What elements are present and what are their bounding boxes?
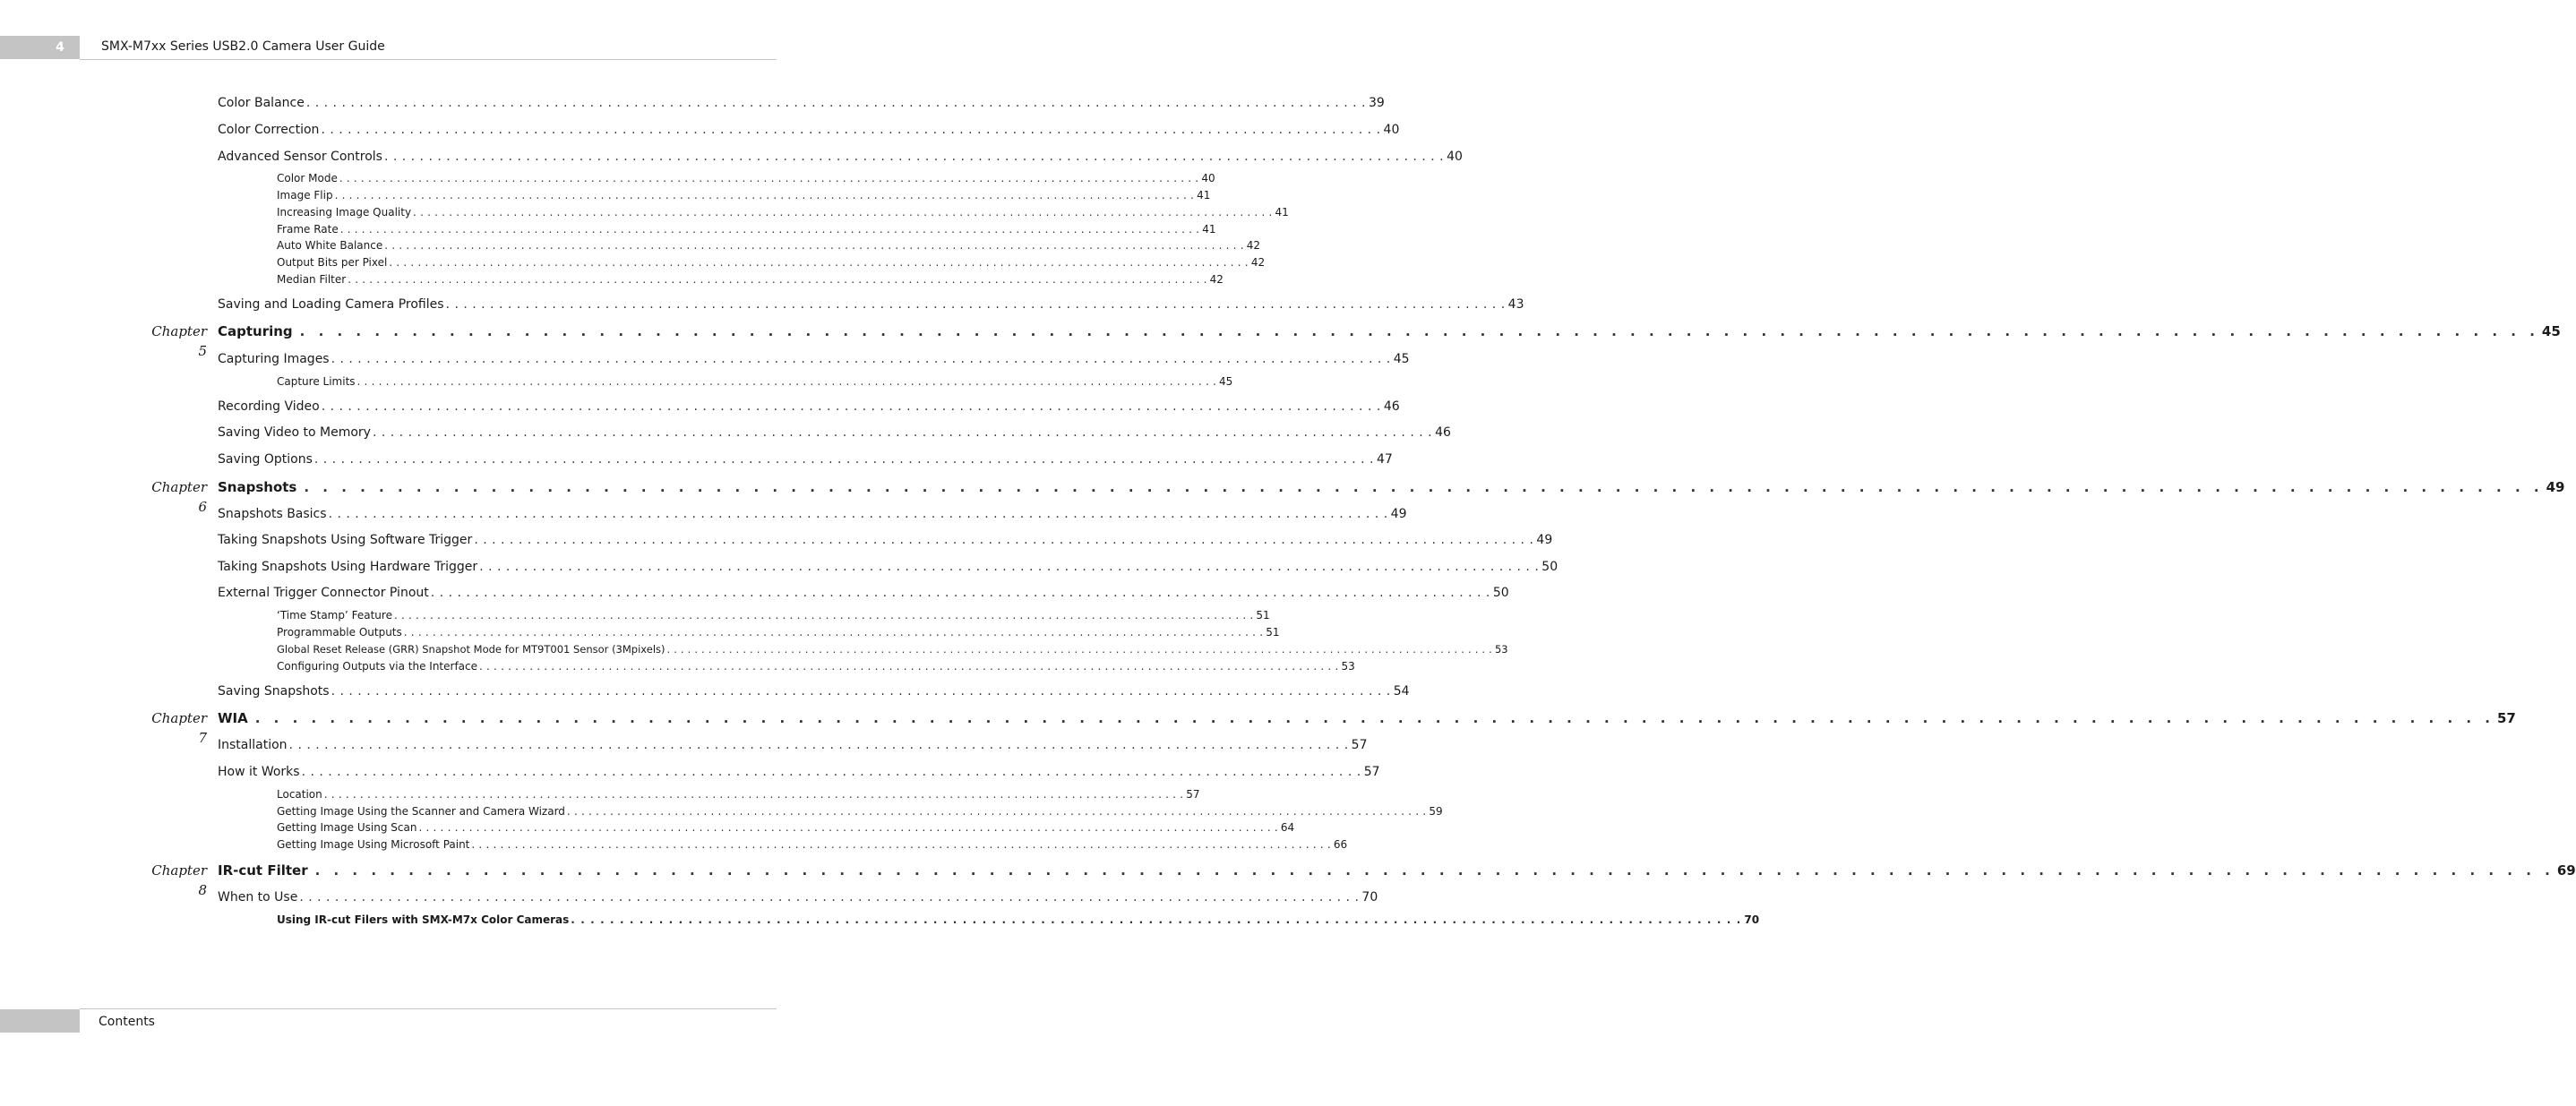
toc-entry[interactable]: Taking Snapshots Using Hardware Trigger . . . . . . . . . . . . . . . . . . . . . . . . . . . . . . . . . . . . . . . . . . . . . . . . . . . . . . . . . . . . . . . . . . . . . . . . . . . . . . . . . . . . . . . . . . . . . . . . . . . . . . . . . . . . . . . . . . . . . . . . 50 bbox=[218, 560, 1558, 574]
dot-leader: . . . . . . . . . . . . . . . . . . . . . . . . . . . . . . . . . . . . . . . . . . . . . . . . . . . . . . . . . . . . . . . . . . . . . . . . . . . . . . . . . . . . . . . . . . . . . . . . . . . . . . . . . . . . . . . . . . . . . . . . bbox=[321, 399, 1381, 414]
toc-chapter[interactable]: WIA . . . . . . . . . . . . . . . . . . . . . . . . . . . . . . . . . . . . . . . . . . . . . . . . . . . . . . . . . . . . . . . . . . . . . . . . . . . . . . . . . . . . . . . . . . . . . . . . . . . . . . . . . . . . . . . . . . . . . . . . 57 bbox=[218, 710, 2516, 726]
toc-entry[interactable]: Taking Snapshots Using Software Trigger . . . . . . . . . . . . . . . . . . . . . . . . . . . . . . . . . . . . . . . . . . . . . . . . . . . . . . . . . . . . . . . . . . . . . . . . . . . . . . . . . . . . . . . . . . . . . . . . . . . . . . . . . . . . . . . . . . . . . . . . 49 bbox=[218, 533, 1553, 547]
dot-leader: . . . . . . . . . . . . . . . . . . . . . . . . . . . . . . . . . . . . . . . . . . . . . . . . . . . . . . . . . . . . . . . . . . . . . . . . . . . . . . . . . . . . . . . . . . . . . . . . . . . . . . . . . . . . . . . . . . . . . . . . bbox=[323, 788, 1184, 801]
toc-subentry[interactable]: ‘Time Stamp’ Feature . . . . . . . . . . . . . . . . . . . . . . . . . . . . . . . . . . . . . . . . . . . . . . . . . . . . . . . . . . . . . . . . . . . . . . . . . . . . . . . . . . . . . . . . . . . . . . . . . . . . . . . . . . . . . . . . . . . . . . . . 51 bbox=[277, 609, 1270, 622]
dot-leader: . . . . . . . . . . . . . . . . . . . . . . . . . . . . . . . . . . . . . . . . . . . . . . . . . . . . . . . . . . . . . . . . . . . . . . . . . . . . . . . . . . . . . . . . . . . . . . . . . . . . . . . . . . . . . . . . . . . . . . . . bbox=[372, 425, 1433, 440]
dot-leader: . . . . . . . . . . . . . . . . . . . . . . . . . . . . . . . . . . . . . . . . . . . . . . . . . . . . . . . . . . . . . . . . . . . . . . . . . . . . . . . . . . . . . . . . . . . . . . . . . . . . . . . . . . . . . . . . . . . . . . . . bbox=[334, 189, 1195, 201]
dot-leader: . . . . . . . . . . . . . . . . . . . . . . . . . . . . . . . . . . . . . . . . . . . . . . . . . . . . . . . . . . . . . . . . . . . . . . . . . . . . . . . . . . . . . . . . . . . . . . . . . . . . . . . . . . . . . . . . . . . . . . . . bbox=[305, 96, 1366, 110]
footer-section-title: Contents bbox=[99, 1015, 155, 1029]
dot-leader: . . . . . . . . . . . . . . . . . . . . . . . . . . . . . . . . . . . . . . . . . . . . . . . . . . . . . . . . . . . . . . . . . . . . . . . . . . . . . . . . . . . . . . . . . . . . . . . . . . . . . . . . . . . . . . . . . . . . . . . . bbox=[389, 256, 1249, 269]
chapter-label: Chapter 8 bbox=[151, 862, 207, 898]
dot-leader: . . . . . . . . . . . . . . . . . . . . . . . . . . . . . . . . . . . . . . . . . . . . . . . . . . . . . . . . . . . . . . . . . . . . . . . . . . . . . . . . . . . . . . . . . . . . . . . . . . . . . . . . . . . . . . . . . . . . . . . . bbox=[314, 862, 2555, 879]
dot-leader: . . . . . . . . . . . . . . . . . . . . . . . . . . . . . . . . . . . . . . . . . . . . . . . . . . . . . . . . . . . . . . . . . . . . . . . . . . . . . . . . . . . . . . . . . . . . . . . . . . . . . . . . . . . . . . . . . . . . . . . . bbox=[471, 838, 1331, 851]
footer-box bbox=[0, 1009, 80, 1033]
dot-leader: . . . . . . . . . . . . . . . . . . . . . . . . . . . . . . . . . . . . . . . . . . . . . . . . . . . . . . . . . . . . . . . . . . . . . . . . . . . . . . . . . . . . . . . . . . . . . . . . . . . . . . . . . . . . . . . . . . . . . . . . bbox=[304, 479, 2544, 495]
toc-chapter[interactable]: IR-cut Filter . . . . . . . . . . . . . . . . . . . . . . . . . . . . . . . . . . . . . . . . . . . . . . . . . . . . . . . . . . . . . . . . . . . . . . . . . . . . . . . . . . . . . . . . . . . . . . . . . . . . . . . . . . . . . . . . . . . . . . . . 69 bbox=[218, 862, 2576, 879]
dot-leader: . . . . . . . . . . . . . . . . . . . . . . . . . . . . . . . . . . . . . . . . . . . . . . . . . . . . . . . . . . . . . . . . . . . . . . . . . . . . . . . . . . . . . . . . . . . . . . . . . . . . . . . . . . . . . . . . . . . . . . . . bbox=[393, 609, 1254, 622]
chapter-label: Chapter 5 bbox=[151, 323, 207, 359]
toc-chapter[interactable]: Snapshots . . . . . . . . . . . . . . . . . . . . . . . . . . . . . . . . . . . . . . . . . . . . . . . . . . . . . . . . . . . . . . . . . . . . . . . . . . . . . . . . . . . . . . . . . . . . . . . . . . . . . . . . . . . . . . . . . . . . . . . . 49 bbox=[218, 479, 2565, 495]
toc-subentry[interactable]: Capture Limits . . . . . . . . . . . . . . . . . . . . . . . . . . . . . . . . . . . . . . . . . . . . . . . . . . . . . . . . . . . . . . . . . . . . . . . . . . . . . . . . . . . . . . . . . . . . . . . . . . . . . . . . . . . . . . . . . . . . . . . . 45 bbox=[277, 375, 1233, 388]
toc-entry[interactable]: Color Balance . . . . . . . . . . . . . . . . . . . . . . . . . . . . . . . . . . . . . . . . . . . . . . . . . . . . . . . . . . . . . . . . . . . . . . . . . . . . . . . . . . . . . . . . . . . . . . . . . . . . . . . . . . . . . . . . . . . . . . . . 39 bbox=[218, 96, 1385, 110]
toc-entry[interactable]: Snapshots Basics . . . . . . . . . . . . . . . . . . . . . . . . . . . . . . . . . . . . . . . . . . . . . . . . . . . . . . . . . . . . . . . . . . . . . . . . . . . . . . . . . . . . . . . . . . . . . . . . . . . . . . . . . . . . . . . . . . . . . . . . 49 bbox=[218, 507, 1407, 521]
toc-subentry[interactable]: Image Flip . . . . . . . . . . . . . . . . . . . . . . . . . . . . . . . . . . . . . . . . . . . . . . . . . . . . . . . . . . . . . . . . . . . . . . . . . . . . . . . . . . . . . . . . . . . . . . . . . . . . . . . . . . . . . . . . . . . . . . . . 41 bbox=[277, 189, 1211, 201]
dot-leader: . . . . . . . . . . . . . . . . . . . . . . . . . . . . . . . . . . . . . . . . . . . . . . . . . . . . . . . . . . . . . . . . . . . . . . . . . . . . . . . . . . . . . . . . . . . . . . . . . . . . . . . . . . . . . . . . . . . . . . . . bbox=[383, 150, 1445, 164]
dot-leader: . . . . . . . . . . . . . . . . . . . . . . . . . . . . . . . . . . . . . . . . . . . . . . . . . . . . . . . . . . . . . . . . . . . . . . . . . . . . . . . . . . . . . . . . . . . . . . . . . . . . . . . . . . . . . . . . . . . . . . . . bbox=[331, 684, 1391, 699]
dot-leader: . . . . . . . . . . . . . . . . . . . . . . . . . . . . . . . . . . . . . . . . . . . . . . . . . . . . . . . . . . . . . . . . . . . . . . . . . . . . . . . . . . . . . . . . . . . . . . . . . . . . . . . . . . . . . . . . . . . . . . . . bbox=[571, 913, 1742, 926]
toc-subentry[interactable]: Getting Image Using Microsoft Paint . . . . . . . . . . . . . . . . . . . . . . . . . . . . . . . . . . . . . . . . . . . . . . . . . . . . . . . . . . . . . . . . . . . . . . . . . . . . . . . . . . . . . . . . . . . . . . . . . . . . . . . . . . . . . . . . . . . . . . . . 66 bbox=[277, 838, 1348, 851]
toc-subentry[interactable]: Configuring Outputs via the Interface . . . . . . . . . . . . . . . . . . . . . . . . . . . . . . . . . . . . . . . . . . . . . . . . . . . . . . . . . . . . . . . . . . . . . . . . . . . . . . . . . . . . . . . . . . . . . . . . . . . . . . . . . . . . . . . . . . . . . . . . 53 bbox=[277, 660, 1355, 673]
dot-leader: . . . . . . . . . . . . . . . . . . . . . . . . . . . . . . . . . . . . . . . . . . . . . . . . . . . . . . . . . . . . . . . . . . . . . . . . . . . . . . . . . . . . . . . . . . . . . . . . . . . . . . . . . . . . . . . . . . . . . . . . bbox=[430, 586, 1490, 600]
toc-subentry[interactable]: Median Filter . . . . . . . . . . . . . . . . . . . . . . . . . . . . . . . . . . . . . . . . . . . . . . . . . . . . . . . . . . . . . . . . . . . . . . . . . . . . . . . . . . . . . . . . . . . . . . . . . . . . . . . . . . . . . . . . . . . . . . . . 42 bbox=[277, 273, 1224, 286]
dot-leader: . . . . . . . . . . . . . . . . . . . . . . . . . . . . . . . . . . . . . . . . . . . . . . . . . . . . . . . . . . . . . . . . . . . . . . . . . . . . . . . . . . . . . . . . . . . . . . . . . . . . . . . . . . . . . . . . . . . . . . . . bbox=[331, 352, 1391, 366]
toc-subentry[interactable]: Output Bits per Pixel . . . . . . . . . . . . . . . . . . . . . . . . . . . . . . . . . . . . . . . . . . . . . . . . . . . . . . . . . . . . . . . . . . . . . . . . . . . . . . . . . . . . . . . . . . . . . . . . . . . . . . . . . . . . . . . . . . . . . . . . 42 bbox=[277, 256, 1266, 269]
toc-entry[interactable]: Installation . . . . . . . . . . . . . . . . . . . . . . . . . . . . . . . . . . . . . . . . . . . . . . . . . . . . . . . . . . . . . . . . . . . . . . . . . . . . . . . . . . . . . . . . . . . . . . . . . . . . . . . . . . . . . . . . . . . . . . . . 57 bbox=[218, 738, 1368, 752]
toc-entry[interactable]: Capturing Images . . . . . . . . . . . . . . . . . . . . . . . . . . . . . . . . . . . . . . . . . . . . . . . . . . . . . . . . . . . . . . . . . . . . . . . . . . . . . . . . . . . . . . . . . . . . . . . . . . . . . . . . . . . . . . . . . . . . . . . . 45 bbox=[218, 352, 1410, 366]
dot-leader: . . . . . . . . . . . . . . . . . . . . . . . . . . . . . . . . . . . . . . . . . . . . . . . . . . . . . . . . . . . . . . . . . . . . . . . . . . . . . . . . . . . . . . . . . . . . . . . . . . . . . . . . . . . . . . . . . . . . . . . . bbox=[666, 643, 1492, 656]
dot-leader: . . . . . . . . . . . . . . . . . . . . . . . . . . . . . . . . . . . . . . . . . . . . . . . . . . . . . . . . . . . . . . . . . . . . . . . . . . . . . . . . . . . . . . . . . . . . . . . . . . . . . . . . . . . . . . . . . . . . . . . . bbox=[348, 273, 1207, 286]
toc-subentry[interactable]: Frame Rate . . . . . . . . . . . . . . . . . . . . . . . . . . . . . . . . . . . . . . . . . . . . . . . . . . . . . . . . . . . . . . . . . . . . . . . . . . . . . . . . . . . . . . . . . . . . . . . . . . . . . . . . . . . . . . . . . . . . . . . . 41 bbox=[277, 223, 1216, 236]
dot-leader: . . . . . . . . . . . . . . . . . . . . . . . . . . . . . . . . . . . . . . . . . . . . . . . . . . . . . . . . . . . . . . . . . . . . . . . . . . . . . . . . . . . . . . . . . . . . . . . . . . . . . . . . . . . . . . . . . . . . . . . . bbox=[474, 533, 1534, 547]
chapter-label: Chapter 7 bbox=[151, 710, 207, 746]
dot-leader: . . . . . . . . . . . . . . . . . . . . . . . . . . . . . . . . . . . . . . . . . . . . . . . . . . . . . . . . . . . . . . . . . . . . . . . . . . . . . . . . . . . . . . . . . . . . . . . . . . . . . . . . . . . . . . . . . . . . . . . . bbox=[479, 660, 1339, 673]
footer-rule bbox=[80, 1008, 777, 1009]
toc-entry[interactable]: Advanced Sensor Controls . . . . . . . . . . . . . . . . . . . . . . . . . . . . . . . . . . . . . . . . . . . . . . . . . . . . . . . . . . . . . . . . . . . . . . . . . . . . . . . . . . . . . . . . . . . . . . . . . . . . . . . . . . . . . . . . . . . . . . . . 40 bbox=[218, 150, 1463, 164]
toc-subentry[interactable]: Increasing Image Quality . . . . . . . . . . . . . . . . . . . . . . . . . . . . . . . . . . . . . . . . . . . . . . . . . . . . . . . . . . . . . . . . . . . . . . . . . . . . . . . . . . . . . . . . . . . . . . . . . . . . . . . . . . . . . . . . . . . . . . . . 41 bbox=[277, 206, 1289, 219]
dot-leader: . . . . . . . . . . . . . . . . . . . . . . . . . . . . . . . . . . . . . . . . . . . . . . . . . . . . . . . . . . . . . . . . . . . . . . . . . . . . . . . . . . . . . . . . . . . . . . . . . . . . . . . . . . . . . . . . . . . . . . . . bbox=[418, 821, 1278, 834]
toc-subentry[interactable]: Auto White Balance . . . . . . . . . . . . . . . . . . . . . . . . . . . . . . . . . . . . . . . . . . . . . . . . . . . . . . . . . . . . . . . . . . . . . . . . . . . . . . . . . . . . . . . . . . . . . . . . . . . . . . . . . . . . . . . . . . . . . . . . 42 bbox=[277, 239, 1260, 252]
toc-subentry[interactable]: Location . . . . . . . . . . . . . . . . . . . . . . . . . . . . . . . . . . . . . . . . . . . . . . . . . . . . . . . . . . . . . . . . . . . . . . . . . . . . . . . . . . . . . . . . . . . . . . . . . . . . . . . . . . . . . . . . . . . . . . . . 57 bbox=[277, 788, 1200, 801]
dot-leader: . . . . . . . . . . . . . . . . . . . . . . . . . . . . . . . . . . . . . . . . . . . . . . . . . . . . . . . . . . . . . . . . . . . . . . . . . . . . . . . . . . . . . . . . . . . . . . . . . . . . . . . . . . . . . . . . . . . . . . . . bbox=[339, 223, 1200, 236]
toc-entry[interactable]: When to Use . . . . . . . . . . . . . . . . . . . . . . . . . . . . . . . . . . . . . . . . . . . . . . . . . . . . . . . . . . . . . . . . . . . . . . . . . . . . . . . . . . . . . . . . . . . . . . . . . . . . . . . . . . . . . . . . . . . . . . . . 70 bbox=[218, 890, 1378, 905]
dot-leader: . . . . . . . . . . . . . . . . . . . . . . . . . . . . . . . . . . . . . . . . . . . . . . . . . . . . . . . . . . . . . . . . . . . . . . . . . . . . . . . . . . . . . . . . . . . . . . . . . . . . . . . . . . . . . . . . . . . . . . . . bbox=[413, 206, 1273, 219]
dot-leader: . . . . . . . . . . . . . . . . . . . . . . . . . . . . . . . . . . . . . . . . . . . . . . . . . . . . . . . . . . . . . . . . . . . . . . . . . . . . . . . . . . . . . . . . . . . . . . . . . . . . . . . . . . . . . . . . . . . . . . . . bbox=[299, 323, 2539, 339]
toc-chapter[interactable]: Capturing . . . . . . . . . . . . . . . . . . . . . . . . . . . . . . . . . . . . . . . . . . . . . . . . . . . . . . . . . . . . . . . . . . . . . . . . . . . . . . . . . . . . . . . . . . . . . . . . . . . . . . . . . . . . . . . . . . . . . . . . 45 bbox=[218, 323, 2561, 339]
toc-subentry[interactable]: Getting Image Using the Scanner and Camera Wizard . . . . . . . . . . . . . . . . . . . . . . . . . . . . . . . . . . . . . . . . . . . . . . . . . . . . . . . . . . . . . . . . . . . . . . . . . . . . . . . . . . . . . . . . . . . . . . . . . . . . . . . . . . . . . . . . . . . . . . . . 59 bbox=[277, 805, 1443, 818]
toc-entry[interactable]: Saving Video to Memory . . . . . . . . . . . . . . . . . . . . . . . . . . . . . . . . . . . . . . . . . . . . . . . . . . . . . . . . . . . . . . . . . . . . . . . . . . . . . . . . . . . . . . . . . . . . . . . . . . . . . . . . . . . . . . . . . . . . . . . . 46 bbox=[218, 425, 1451, 440]
toc-entry[interactable]: Saving Snapshots . . . . . . . . . . . . . . . . . . . . . . . . . . . . . . . . . . . . . . . . . . . . . . . . . . . . . . . . . . . . . . . . . . . . . . . . . . . . . . . . . . . . . . . . . . . . . . . . . . . . . . . . . . . . . . . . . . . . . . . . 54 bbox=[218, 684, 1410, 699]
toc-entry[interactable]: Saving Options . . . . . . . . . . . . . . . . . . . . . . . . . . . . . . . . . . . . . . . . . . . . . . . . . . . . . . . . . . . . . . . . . . . . . . . . . . . . . . . . . . . . . . . . . . . . . . . . . . . . . . . . . . . . . . . . . . . . . . . . 47 bbox=[218, 452, 1393, 467]
dot-leader: . . . . . . . . . . . . . . . . . . . . . . . . . . . . . . . . . . . . . . . . . . . . . . . . . . . . . . . . . . . . . . . . . . . . . . . . . . . . . . . . . . . . . . . . . . . . . . . . . . . . . . . . . . . . . . . . . . . . . . . . bbox=[445, 297, 1506, 312]
document-title: SMX-M7xx Series USB2.0 Camera User Guide bbox=[101, 39, 385, 54]
dot-leader: . . . . . . . . . . . . . . . . . . . . . . . . . . . . . . . . . . . . . . . . . . . . . . . . . . . . . . . . . . . . . . . . . . . . . . . . . . . . . . . . . . . . . . . . . . . . . . . . . . . . . . . . . . . . . . . . . . . . . . . . bbox=[321, 123, 1381, 137]
dot-leader: . . . . . . . . . . . . . . . . . . . . . . . . . . . . . . . . . . . . . . . . . . . . . . . . . . . . . . . . . . . . . . . . . . . . . . . . . . . . . . . . . . . . . . . . . . . . . . . . . . . . . . . . . . . . . . . . . . . . . . . . bbox=[301, 765, 1361, 779]
dot-leader: . . . . . . . . . . . . . . . . . . . . . . . . . . . . . . . . . . . . . . . . . . . . . . . . . . . . . . . . . . . . . . . . . . . . . . . . . . . . . . . . . . . . . . . . . . . . . . . . . . . . . . . . . . . . . . . . . . . . . . . . bbox=[328, 507, 1388, 521]
page-number: 4 bbox=[56, 40, 64, 55]
dot-leader: . . . . . . . . . . . . . . . . . . . . . . . . . . . . . . . . . . . . . . . . . . . . . . . . . . . . . . . . . . . . . . . . . . . . . . . . . . . . . . . . . . . . . . . . . . . . . . . . . . . . . . . . . . . . . . . . . . . . . . . . bbox=[384, 239, 1244, 252]
toc-entry[interactable]: How it Works . . . . . . . . . . . . . . . . . . . . . . . . . . . . . . . . . . . . . . . . . . . . . . . . . . . . . . . . . . . . . . . . . . . . . . . . . . . . . . . . . . . . . . . . . . . . . . . . . . . . . . . . . . . . . . . . . . . . . . . . 57 bbox=[218, 765, 1380, 779]
dot-leader: . . . . . . . . . . . . . . . . . . . . . . . . . . . . . . . . . . . . . . . . . . . . . . . . . . . . . . . . . . . . . . . . . . . . . . . . . . . . . . . . . . . . . . . . . . . . . . . . . . . . . . . . . . . . . . . . . . . . . . . . bbox=[339, 172, 1199, 184]
toc-subentry[interactable]: Getting Image Using Scan . . . . . . . . . . . . . . . . . . . . . . . . . . . . . . . . . . . . . . . . . . . . . . . . . . . . . . . . . . . . . . . . . . . . . . . . . . . . . . . . . . . . . . . . . . . . . . . . . . . . . . . . . . . . . . . . . . . . . . . . 64 bbox=[277, 821, 1295, 834]
chapter-label: Chapter 6 bbox=[151, 479, 207, 515]
dot-leader: . . . . . . . . . . . . . . . . . . . . . . . . . . . . . . . . . . . . . . . . . . . . . . . . . . . . . . . . . . . . . . . . . . . . . . . . . . . . . . . . . . . . . . . . . . . . . . . . . . . . . . . . . . . . . . . . . . . . . . . . bbox=[299, 890, 1360, 905]
dot-leader: . . . . . . . . . . . . . . . . . . . . . . . . . . . . . . . . . . . . . . . . . . . . . . . . . . . . . . . . . . . . . . . . . . . . . . . . . . . . . . . . . . . . . . . . . . . . . . . . . . . . . . . . . . . . . . . . . . . . . . . . bbox=[403, 626, 1264, 639]
dot-leader: . . . . . . . . . . . . . . . . . . . . . . . . . . . . . . . . . . . . . . . . . . . . . . . . . . . . . . . . . . . . . . . . . . . . . . . . . . . . . . . . . . . . . . . . . . . . . . . . . . . . . . . . . . . . . . . . . . . . . . . . bbox=[356, 375, 1216, 388]
dot-leader: . . . . . . . . . . . . . . . . . . . . . . . . . . . . . . . . . . . . . . . . . . . . . . . . . . . . . . . . . . . . . . . . . . . . . . . . . . . . . . . . . . . . . . . . . . . . . . . . . . . . . . . . . . . . . . . . . . . . . . . . bbox=[313, 452, 1374, 467]
toc-subentry[interactable]: Using IR-cut Filers with SMX-M7x Color Cameras . . . . . . . . . . . . . . . . . . . . . . . . . . . . . . . . . . . . . . . . . . . . . . . . . . . . . . . . . . . . . . . . . . . . . . . . . . . . . . . . . . . . . . . . . . . . . . . . . . . . . . . . . . . . . . . . . . . . . . . . 70 bbox=[277, 913, 1760, 926]
toc-entry[interactable]: Color Correction . . . . . . . . . . . . . . . . . . . . . . . . . . . . . . . . . . . . . . . . . . . . . . . . . . . . . . . . . . . . . . . . . . . . . . . . . . . . . . . . . . . . . . . . . . . . . . . . . . . . . . . . . . . . . . . . . . . . . . . . 40 bbox=[218, 123, 1400, 137]
toc-entry[interactable]: Recording Video . . . . . . . . . . . . . . . . . . . . . . . . . . . . . . . . . . . . . . . . . . . . . . . . . . . . . . . . . . . . . . . . . . . . . . . . . . . . . . . . . . . . . . . . . . . . . . . . . . . . . . . . . . . . . . . . . . . . . . . . 46 bbox=[218, 399, 1400, 414]
dot-leader: . . . . . . . . . . . . . . . . . . . . . . . . . . . . . . . . . . . . . . . . . . . . . . . . . . . . . . . . . . . . . . . . . . . . . . . . . . . . . . . . . . . . . . . . . . . . . . . . . . . . . . . . . . . . . . . . . . . . . . . . bbox=[288, 738, 1349, 752]
dot-leader: . . . . . . . . . . . . . . . . . . . . . . . . . . . . . . . . . . . . . . . . . . . . . . . . . . . . . . . . . . . . . . . . . . . . . . . . . . . . . . . . . . . . . . . . . . . . . . . . . . . . . . . . . . . . . . . . . . . . . . . . bbox=[479, 560, 1540, 574]
toc-entry[interactable]: Saving and Loading Camera Profiles . . . . . . . . . . . . . . . . . . . . . . . . . . . . . . . . . . . . . . . . . . . . . . . . . . . . . . . . . . . . . . . . . . . . . . . . . . . . . . . . . . . . . . . . . . . . . . . . . . . . . . . . . . . . . . . . . . . . . . . . 43 bbox=[218, 297, 1524, 312]
toc-subentry[interactable]: Global Reset Release (GRR) Snapshot Mode for MT9T001 Sensor (3Mpixels) . . . . . . . . . . . . . . . . . . . . . . . . . . . . . . . . . . . . . . . . . . . . . . . . . . . . . . . . . . . . . . . . . . . . . . . . . . . . . . . . . . . . . . . . . . . . . . . . . . . . . . . . . . . . . . . . . . . . . . . . 53 bbox=[277, 643, 1508, 656]
toc-entry[interactable]: External Trigger Connector Pinout . . . . . . . . . . . . . . . . . . . . . . . . . . . . . . . . . . . . . . . . . . . . . . . . . . . . . . . . . . . . . . . . . . . . . . . . . . . . . . . . . . . . . . . . . . . . . . . . . . . . . . . . . . . . . . . . . . . . . . . . 50 bbox=[218, 586, 1509, 600]
toc-subentry[interactable]: Color Mode . . . . . . . . . . . . . . . . . . . . . . . . . . . . . . . . . . . . . . . . . . . . . . . . . . . . . . . . . . . . . . . . . . . . . . . . . . . . . . . . . . . . . . . . . . . . . . . . . . . . . . . . . . . . . . . . . . . . . . . . 40 bbox=[277, 172, 1215, 184]
dot-leader: . . . . . . . . . . . . . . . . . . . . . . . . . . . . . . . . . . . . . . . . . . . . . . . . . . . . . . . . . . . . . . . . . . . . . . . . . . . . . . . . . . . . . . . . . . . . . . . . . . . . . . . . . . . . . . . . . . . . . . . . bbox=[254, 710, 2494, 726]
toc-subentry[interactable]: Programmable Outputs . . . . . . . . . . . . . . . . . . . . . . . . . . . . . . . . . . . . . . . . . . . . . . . . . . . . . . . . . . . . . . . . . . . . . . . . . . . . . . . . . . . . . . . . . . . . . . . . . . . . . . . . . . . . . . . . . . . . . . . . 51 bbox=[277, 626, 1280, 639]
dot-leader: . . . . . . . . . . . . . . . . . . . . . . . . . . . . . . . . . . . . . . . . . . . . . . . . . . . . . . . . . . . . . . . . . . . . . . . . . . . . . . . . . . . . . . . . . . . . . . . . . . . . . . . . . . . . . . . . . . . . . . . . bbox=[566, 805, 1427, 818]
header-rule bbox=[80, 59, 777, 60]
